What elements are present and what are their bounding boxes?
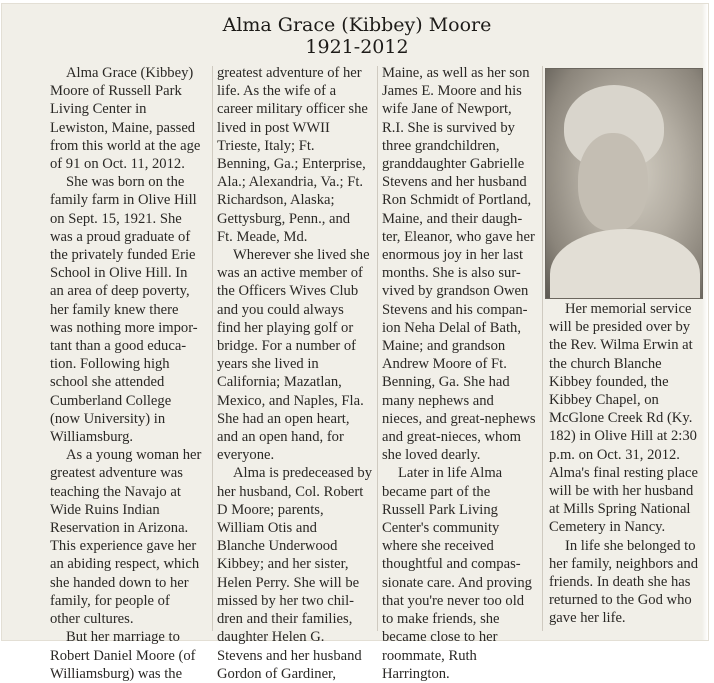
text-line: R.I. She is survived by <box>382 119 515 136</box>
text-line: will be with her husband <box>549 483 694 500</box>
text-line: her family knew there <box>50 301 179 318</box>
text-line: Mexico, and Naples, Fla. <box>217 392 364 409</box>
text-line: dren and their families, <box>217 611 353 628</box>
text-line: (now University) in <box>50 410 166 427</box>
text-line: the Officers Wives Club <box>217 283 359 300</box>
text-line: thoughtful and compas- <box>382 556 521 573</box>
text-line: her husband, Col. Robert <box>217 483 364 500</box>
paragraph <box>50 446 210 628</box>
text-line: on Sept. 15, 1921. She <box>50 210 182 227</box>
paragraph <box>217 64 377 246</box>
text-line: She was born on the <box>66 174 185 191</box>
text-line: Wherever she lived she <box>233 247 370 264</box>
text-line: family, for people of <box>50 592 170 609</box>
text-line: Richardson, Alaska; <box>217 192 335 209</box>
text-line: everyone. <box>217 447 275 464</box>
text-line: This experience gave her <box>50 538 197 555</box>
obituary-name: Alma Grace (Kibbey) Moore <box>222 14 492 36</box>
column-divider <box>377 66 378 631</box>
text-line: years she lived in <box>217 356 319 373</box>
paragraph <box>382 464 542 682</box>
text-line: California; Mazatlan, <box>217 374 342 391</box>
text-line: lived in post WWII <box>217 119 330 136</box>
text-line: In life she belonged to <box>565 537 696 554</box>
text-line: other cultures. <box>50 611 134 628</box>
text-line: Harrington. <box>382 665 450 682</box>
text-line: Wide Ruins Indian <box>50 501 160 518</box>
text-line: an abiding respect, which <box>50 556 200 573</box>
text-line: the church Blanche <box>549 355 662 372</box>
text-line: greatest adventure of her <box>217 65 362 81</box>
text-line: that you're never too old <box>382 592 525 609</box>
text-line: was an active member of <box>217 265 363 282</box>
text-line: Her memorial service <box>565 301 692 317</box>
text-line: at Mills Spring National <box>549 501 691 518</box>
text-line: became close to her <box>382 629 498 646</box>
text-line: Kibbey; and her sister, <box>217 556 349 573</box>
text-line: p.m. on Oct. 31, 2012. <box>549 446 680 463</box>
text-line: Alma Grace (Kibbey) <box>66 65 194 81</box>
text-line: ion Neha Delal of Bath, <box>382 319 522 336</box>
text-line: Benning, Ga.; Enterprise, <box>217 156 366 173</box>
text-line: teaching the Navajo at <box>50 483 181 500</box>
text-line: vived by grandson Owen <box>382 283 529 300</box>
text-line: her family, neighbors and <box>549 555 699 572</box>
portrait-photo-icon <box>545 68 703 299</box>
text-line: Cemetery in Nancy. <box>549 519 666 536</box>
text-line: Stevens and her husband <box>217 647 362 664</box>
text-line: life. As the wife of a <box>217 83 337 100</box>
text-line: the Rev. Wilma Erwin at <box>549 337 693 354</box>
text-line: Ron Schmidt of Portland, <box>382 192 532 209</box>
text-line: Andrew Moore of Ft. <box>382 356 507 373</box>
text-line: granddaughter Gabrielle <box>382 156 525 173</box>
text-line: and great-nieces, whom <box>382 429 521 446</box>
text-line: She had an open heart, <box>217 410 350 427</box>
text-line: Helen Perry. She will be <box>217 574 360 591</box>
text-line: Lewiston, Maine, passed <box>50 119 196 136</box>
text-line: Reservation in Arizona. <box>50 520 189 537</box>
text-line: Gordon of Gardiner, <box>217 665 336 682</box>
text-line: sionate care. And proving <box>382 574 532 591</box>
photo-shoulder-shape <box>550 229 700 299</box>
text-line: will be presided over by <box>549 319 691 336</box>
text-line: greatest adventure was <box>50 465 183 482</box>
text-line: an area of deep poverty, <box>50 283 190 300</box>
text-line: to make friends, she <box>382 611 500 628</box>
text-line: Moore of Russell Park <box>50 83 182 100</box>
text-line: enormous joy in her last <box>382 247 524 264</box>
text-line: Maine, as well as her son <box>382 65 530 81</box>
text-line: nieces, and great-nephews <box>382 410 536 427</box>
text-line: bridge. For a number of <box>217 338 357 355</box>
text-line: Alma is predeceased by <box>233 465 372 482</box>
text-line: Kibbey Chapel, on <box>549 392 659 409</box>
text-line: 182) in Olive Hill at 2:30 <box>549 428 697 445</box>
paragraph <box>50 64 210 173</box>
paragraph <box>50 628 210 683</box>
paragraph <box>217 464 377 682</box>
text-line: Blanche Underwood <box>217 538 338 555</box>
text-line: school she attended <box>50 374 165 391</box>
text-line: Trieste, Italy; Ft. <box>217 137 315 154</box>
text-line: Cumberland College <box>50 392 172 409</box>
text-line: three grandchildren, <box>382 137 500 154</box>
text-line: Williamsburg) was the <box>50 665 183 682</box>
text-line: Ft. Meade, Md. <box>217 228 308 245</box>
text-line: William Otis and <box>217 520 317 537</box>
text-line: Later in life Alma <box>398 465 503 482</box>
text-line: and an open hand, for <box>217 429 344 446</box>
text-line: Stevens and her husband <box>382 174 527 191</box>
paragraph <box>217 246 377 464</box>
paragraph <box>50 173 210 446</box>
text-line: Gettysburg, Penn., and <box>217 210 351 227</box>
text-line: School in Olive Hill. In <box>50 265 188 282</box>
text-line: McGlone Creek Rd (Ky. <box>549 410 693 427</box>
text-line: Living Center in <box>50 101 147 118</box>
text-line: tion. Following high <box>50 356 170 373</box>
text-line: became part of the <box>382 483 491 500</box>
text-line: months. She is also sur- <box>382 265 521 282</box>
paragraph <box>549 537 705 628</box>
text-line: she loved dearly. <box>382 447 481 464</box>
photo-face-shape <box>578 133 648 231</box>
text-line: of 91 on Oct. 11, 2012. <box>50 156 185 173</box>
text-line: ter, Eleanor, who gave her <box>382 228 535 245</box>
text-line: and you could always <box>217 301 344 318</box>
text-line: from this world at the age <box>50 137 201 154</box>
text-line: wife Jane of Newport, <box>382 101 512 118</box>
text-line: Robert Daniel Moore (of <box>50 647 196 664</box>
text-line: Center's community <box>382 520 500 537</box>
text-line: Kibbey founded, the <box>549 373 669 390</box>
text-line: D Moore; parents, <box>217 501 324 518</box>
text-line: tant than a good educa- <box>50 338 187 355</box>
obituary-dates: 1921-2012 <box>305 36 409 58</box>
text-line: career military officer she <box>217 101 368 118</box>
text-line: she handed down to her <box>50 574 189 591</box>
text-column-2 <box>217 64 377 683</box>
text-line: roommate, Ruth <box>382 647 477 664</box>
text-line: daughter Helen G. <box>217 629 325 646</box>
text-line: many nephews and <box>382 392 494 409</box>
text-line: But her marriage to <box>66 629 180 646</box>
text-line: where she received <box>382 538 494 555</box>
obituary-heading <box>0 14 714 58</box>
text-column-4 <box>549 300 705 628</box>
text-line: James E. Moore and his <box>382 83 522 100</box>
text-line: As a young woman her <box>66 447 202 464</box>
text-line: Russell Park Living <box>382 501 498 518</box>
paragraph <box>549 300 705 537</box>
text-line: returned to the God who <box>549 592 692 609</box>
text-line: Alma's final resting place <box>549 464 698 481</box>
text-column-3 <box>382 64 542 683</box>
text-line: friends. In death she has <box>549 574 691 591</box>
text-line: Williamsburg. <box>50 429 134 446</box>
text-line: was a proud graduate of <box>50 228 191 245</box>
text-line: gave her life. <box>549 610 626 627</box>
text-line: Benning, Ga. She had <box>382 374 510 391</box>
text-line: missed by her two chil- <box>217 592 354 609</box>
paragraph <box>382 64 542 464</box>
text-line: Maine; and grandson <box>382 338 506 355</box>
text-line: the privately funded Erie <box>50 247 196 264</box>
text-line: Ala.; Alexandria, Va.; Ft. <box>217 174 364 191</box>
column-divider <box>542 66 543 631</box>
text-line: Stevens and his compan- <box>382 301 528 318</box>
text-column-1 <box>50 64 210 683</box>
column-divider <box>212 66 213 631</box>
text-line: find her playing golf or <box>217 319 354 336</box>
text-line: was nothing more impor- <box>50 319 198 336</box>
text-line: family farm in Olive Hill <box>50 192 197 209</box>
text-line: Maine, and their daugh- <box>382 210 523 227</box>
